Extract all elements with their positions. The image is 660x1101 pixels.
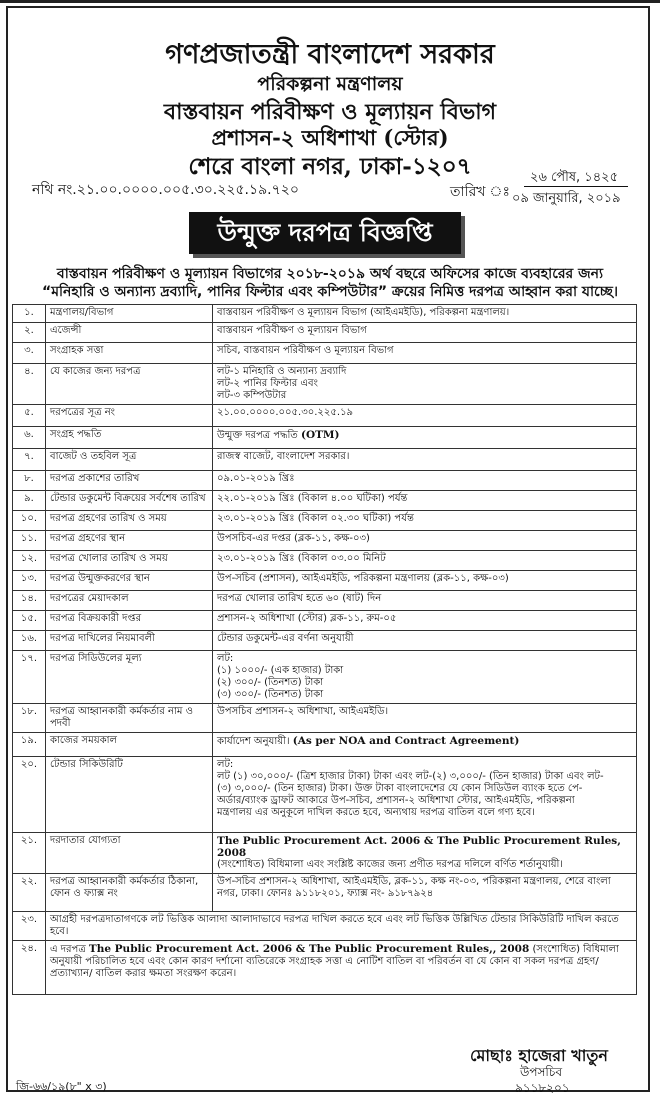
division-name: বাস্তবায়ন পরিবীক্ষণ ও মূল্যায়ন বিভাগ [163, 99, 497, 125]
row-number: ৯. [13, 491, 46, 511]
row-value [213, 591, 637, 611]
row-number: ১২. [13, 551, 46, 571]
row-full-text [46, 941, 637, 995]
row-number: ২৩. [13, 912, 46, 941]
table-row [13, 511, 637, 531]
row-value-text: উপসচিব-এর দপ্তর (ব্লক-১১, কক্ষ-০৩) [217, 533, 370, 544]
row-value-text: ২১.০০.০০০০.০০৫.৩০.২২৫.১৯ [217, 407, 354, 418]
print-code: জি-৬৬/১৯(৮" x ৩) [16, 1080, 107, 1093]
row-value-line: (৩) ৩০০/- (তিনশত) টাকা [217, 689, 324, 700]
table-row [13, 733, 637, 757]
row-item-label: দরপত্র বিক্রয়কারী দপ্তর [46, 611, 213, 631]
row-number: ১৮. [13, 704, 46, 733]
row-item-label: দরপত্রের মেয়াদকাল [46, 591, 213, 611]
row-number: ৭. [13, 449, 46, 471]
row-value-text: ০৯.০১-২০১৯ খ্রিঃ [217, 473, 295, 484]
row-item-label: দরপত্র সিডিউলের মূল্য [46, 651, 213, 704]
row-item-label: যে কাজের জন্য দরপত্র [46, 364, 213, 405]
row-value-text: ২৩.০১-২০১৯ খ্রিঃ (বিকাল ০৩.০০ মিনিট [217, 553, 386, 564]
row-item-label: মন্ত্রণালয়/বিভাগ [46, 305, 213, 323]
row-number: ১০. [13, 511, 46, 531]
date-divider [524, 186, 628, 187]
row-number: ২. [13, 323, 46, 343]
table-row [13, 551, 637, 571]
ministry-name: পরিকল্পনা মন্ত্রণালয় [257, 73, 403, 95]
row-item-label: দরপত্র উন্মুক্তকরণের স্থান [46, 571, 213, 591]
row-number: ৬. [13, 427, 46, 449]
row-value [213, 571, 637, 591]
table-row [13, 651, 637, 704]
row-item-label: দরদাতার যোগ্যতা [46, 833, 213, 874]
notice-banner: উন্মুক্ত দরপত্র বিজ্ঞপ্তি [189, 212, 461, 254]
row-value [213, 364, 637, 405]
date-bangla: ২৬ পৌষ, ১৪২৫ [530, 170, 619, 185]
row-item-label: দরপত্র খোলার তারিখ ও সময় [46, 551, 213, 571]
row-value-line: লট-২ পানির ফিল্টার এবং [217, 378, 318, 389]
row-value-text: বাস্তবায়ন পরিবীক্ষণ ও মূল্যায়ন বিভাগ (আইএমইডি), পরিকল্পনা মন্ত্রণালয়। [217, 307, 510, 318]
row-value-line: (৩) ৩,০০০/- (তিন হাজার) টাকা। উক্ত টাকা বাংলাদেশের যে কোন সিডিউল ব্যাংক হতে পে- [217, 783, 583, 794]
table-row [13, 405, 637, 427]
branch-name: প্রশাসন-২ অধিশাখা (স্টোর) [211, 125, 449, 150]
row-number: ৩. [13, 343, 46, 364]
row-value-line: লট: [217, 759, 234, 770]
table-row [13, 343, 637, 364]
table-row [13, 531, 637, 551]
row-value [213, 531, 637, 551]
row-item-label: দরপত্র দাখিলের নিয়মাবলী [46, 631, 213, 651]
signatory-title: উপসচিব [520, 1065, 563, 1079]
table-row [13, 874, 637, 912]
row-value-text: উপসচিব প্রশাসন-২ অধিশাখা, আইএমইডি। [217, 706, 389, 717]
row-value-english: (OTM) [301, 429, 340, 441]
row-value-text: রাজস্ব বাজেট, বাংলাদেশ সরকার। [217, 451, 350, 462]
row-value [213, 874, 637, 912]
row-value [213, 511, 637, 531]
row-value [213, 551, 637, 571]
row-value [213, 305, 637, 323]
row-value-text: কার্যাদেশ অনুযায়ী। [217, 736, 290, 747]
row-item-label: কাজের সময়কাল [46, 733, 213, 757]
table-row [13, 941, 637, 995]
row-item-label: দরপত্র গ্রহণের স্থান [46, 531, 213, 551]
row-text: আগ্রহী দরপত্রদাতাগণকে লট ভিত্তিক আলাদা আলাদাভাবে দরপত্র দাখিল করতে হবে এবং লট ভিত্তিক উল্লিখিত টেন্ডার সিকিউরিটি দাখিল করতে হবে। [50, 914, 619, 937]
row-value-text: বাস্তবায়ন পরিবীক্ষণ ও মূল্যায়ন বিভাগ [217, 325, 367, 336]
row-item-label: টেন্ডার ডকুমেন্ট বিক্রয়ের সর্বশেষ তারিখ [46, 491, 213, 511]
row-value [213, 733, 637, 757]
table-row [13, 364, 637, 405]
row-item-label: বাজেট ও তহবিল সূত্র [46, 449, 213, 471]
row-item-label: সংগ্রাহক সত্তা [46, 343, 213, 364]
row-item-label: দরপত্রের সূত্র নং [46, 405, 213, 427]
row-item-label: এজেন্সী [46, 323, 213, 343]
table-row [13, 305, 637, 323]
row-number: ১৩. [13, 571, 46, 591]
row-value-line: মন্ত্রণালয় এর অনুকূলে দাখিল করতে হবে, অন্যথায় দরপত্র বাতিল বলে গণ্য হবে। [217, 807, 535, 818]
row-full-text [46, 912, 637, 941]
table-row [13, 912, 637, 941]
date-english: ০৯ জানুয়ারি, ২০১৯ [512, 191, 621, 206]
row-number: ১৫. [13, 611, 46, 631]
row-number: ১৬. [13, 631, 46, 651]
row-number: ২০. [13, 757, 46, 833]
table-row [13, 704, 637, 733]
row-value-line: (২) ৩০০/- (তিনশত) টাকা [217, 677, 324, 688]
intro-line-1: বাস্তবায়ন পরিবীক্ষণ ও মূল্যায়ন বিভাগের ২০১৮-২০১৯ অর্থ বছরে অফিসের কাজে ব্যবহারের জন্য [56, 266, 604, 282]
row-text-pre: এ দরপত্র [50, 944, 86, 955]
row-value [213, 757, 637, 833]
row-value [213, 471, 637, 491]
table-row [13, 833, 637, 874]
row-value-line: লট: [217, 653, 234, 664]
row-value [213, 343, 637, 364]
row-item-label: সংগ্রহ পদ্ধতি [46, 427, 213, 449]
memo-number: নথি নং.২১.০০.০০০০.০০৫.৩০.২২৫.১৯.৭২০ [32, 182, 299, 198]
row-value-line: লট-১ মনিহারি ও অন্যান্য দ্রব্যাদি [217, 366, 347, 377]
row-item-label: দরপত্র প্রকাশের তারিখ [46, 471, 213, 491]
signatory-name: মোছাঃ হাজেরা খাতুন [470, 1046, 608, 1065]
row-value [213, 323, 637, 343]
row-number: ২১. [13, 833, 46, 874]
table-row [13, 591, 637, 611]
row-value [213, 449, 637, 471]
table-row [13, 449, 637, 471]
row-number: ১১. [13, 531, 46, 551]
row-number: ১৪. [13, 591, 46, 611]
row-value-text: দরপত্র খোলার তারিখ হতে ৬০ (ষাট) দিন [217, 593, 382, 604]
row-text-post: (সংশোধিত) বিধিমালা অনুযায়ী পরিচালিত হবে এবং কোন কারণ দর্শানো ব্যতিরেকে সংগ্রাহক সত্তা এ নোটিশ বাতিল বা পরিবর্তন বা যে কোন বা সকল দরপত্র গ্রহণ/প্রত্যাখ্যান/ বাতিল করার ক্ষমতা সংরক্ষণ করেন। [50, 944, 619, 979]
table-row [13, 427, 637, 449]
table-row [13, 571, 637, 591]
table-row [13, 491, 637, 511]
row-value [213, 491, 637, 511]
row-number: ৫. [13, 405, 46, 427]
row-value-english: The Public Procurement Act. 2006 & The Public Procurement Rules, 2008 [217, 835, 621, 859]
row-number: ২৪. [13, 941, 46, 995]
row-value-text: প্রশাসন-২ অধিশাখা (স্টোর) ব্লক-১১, রুম-০৫ [217, 613, 397, 624]
row-value-text: টেন্ডার ডকুমেন্ট-এর বর্ণনা অনুযায়ী [217, 633, 354, 644]
table-row [13, 757, 637, 833]
table-row [13, 471, 637, 491]
row-value-text: উপ-সচিব (প্রশাসন), আইএমইডি, পরিকল্পনা মন্ত্রণালয় (ব্লক-১১, কক্ষ-০৩) [217, 573, 509, 584]
row-value-text: ২৩.০১-২০১৯ খ্রিঃ (বিকাল ০২.৩০ ঘটিকা) পর্যন্ত [217, 513, 414, 524]
row-item-label: দরপত্র গ্রহণের তারিখ ও সময় [46, 511, 213, 531]
row-item-label: টেন্ডার সিকিউরিটি [46, 757, 213, 833]
row-value [213, 631, 637, 651]
row-value [213, 833, 637, 874]
row-value-text: সচিব, বাস্তবায়ন পরিবীক্ষণ ও মূল্যায়ন বিভাগ [217, 345, 394, 356]
row-value [213, 405, 637, 427]
row-value-text: উন্মুক্ত দরপত্র পদ্ধতি [217, 430, 298, 441]
row-value-line: লট-৩ কম্পিউটার [217, 390, 287, 401]
row-value [213, 704, 637, 733]
top-border [0, 0, 660, 3]
row-value-line: (১) ১০০০/- (এক হাজার) টাকা [217, 665, 344, 676]
signatory-phone: ৯১১৮২০১ [515, 1081, 570, 1095]
row-value [213, 611, 637, 631]
address: শেরে বাংলা নগর, ঢাকা-১২০৭ [188, 153, 472, 180]
row-text-english: The Public Procurement Act. 2006 & The Public Procurement Rules,, 2008 [88, 943, 530, 955]
row-value [213, 427, 637, 449]
govt-title: গণপ্রজাতন্ত্রী বাংলাদেশ সরকার [165, 39, 495, 70]
row-number: ৮. [13, 471, 46, 491]
row-item-label: দরপত্র আহ্বানকারী কর্মকর্তার নাম ও পদবী [46, 704, 213, 733]
row-value-text: উপ-সচিব প্রশাসন-২ অধিশাখা, আইএমইডি, ব্লক-১১, কক্ষ নং-০৩, পরিকল্পনা মন্ত্রণালয়, শেরে বাংলা নগর, ঢাকা। ফোনঃ ৯১১৮২০১, ফ্যাক্স নং- ৯১৮৭৯২৪ [217, 876, 611, 899]
row-number: ১৭. [13, 651, 46, 704]
tender-details-table [12, 304, 637, 995]
intro-line-2: “মনিহারি ও অন্যান্য দ্রব্যাদি, পানির ফিল্টার এবং কম্পিউটার” ক্রয়ের নিমিত্ত দরপত্র আহ্বান করা যাচ্ছে। [42, 284, 618, 300]
table-row [13, 631, 637, 651]
table-row [13, 323, 637, 343]
date-label: তারিখ ঃ [450, 184, 510, 200]
row-value-text: (সংশোধিত) বিধিমালা এবং সংশ্লিষ্ট কাজের জন্য প্রণীত দরপত্র দলিলে বর্ণিত শর্তানুযায়ী। [217, 859, 563, 870]
row-number: ১. [13, 305, 46, 323]
row-number: ১৯. [13, 733, 46, 757]
row-value [213, 651, 637, 704]
table-row [13, 611, 637, 631]
row-value-line: অর্ডার/ব্যাংক ড্রাফট আকারে উপ-সচিব, প্রশাসন-২ অধিশাখা স্টোর, আইএমইডি, পরিকল্পনা [217, 795, 575, 806]
row-value-line: লট (১) ৩০,০০০/- (ত্রিশ হাজার টাকা) টাকা এবং লট-(২) ৩,০০০/- (তিন হাজার) টাকা এবং লট- [217, 771, 604, 782]
row-number: ২২. [13, 874, 46, 912]
row-number: ৪. [13, 364, 46, 405]
row-value-english: (As per NOA and Contract Agreement) [292, 735, 520, 747]
row-value-text: ২২.০১-২০১৯ খ্রিঃ (বিকাল ৪.০০ ঘটিকা) পর্যন্ত [217, 493, 408, 504]
row-item-label: দরপত্র আহ্বানকারী কর্মকর্তার ঠিকানা, ফোন ও ফ্যাক্স নং [46, 874, 213, 912]
